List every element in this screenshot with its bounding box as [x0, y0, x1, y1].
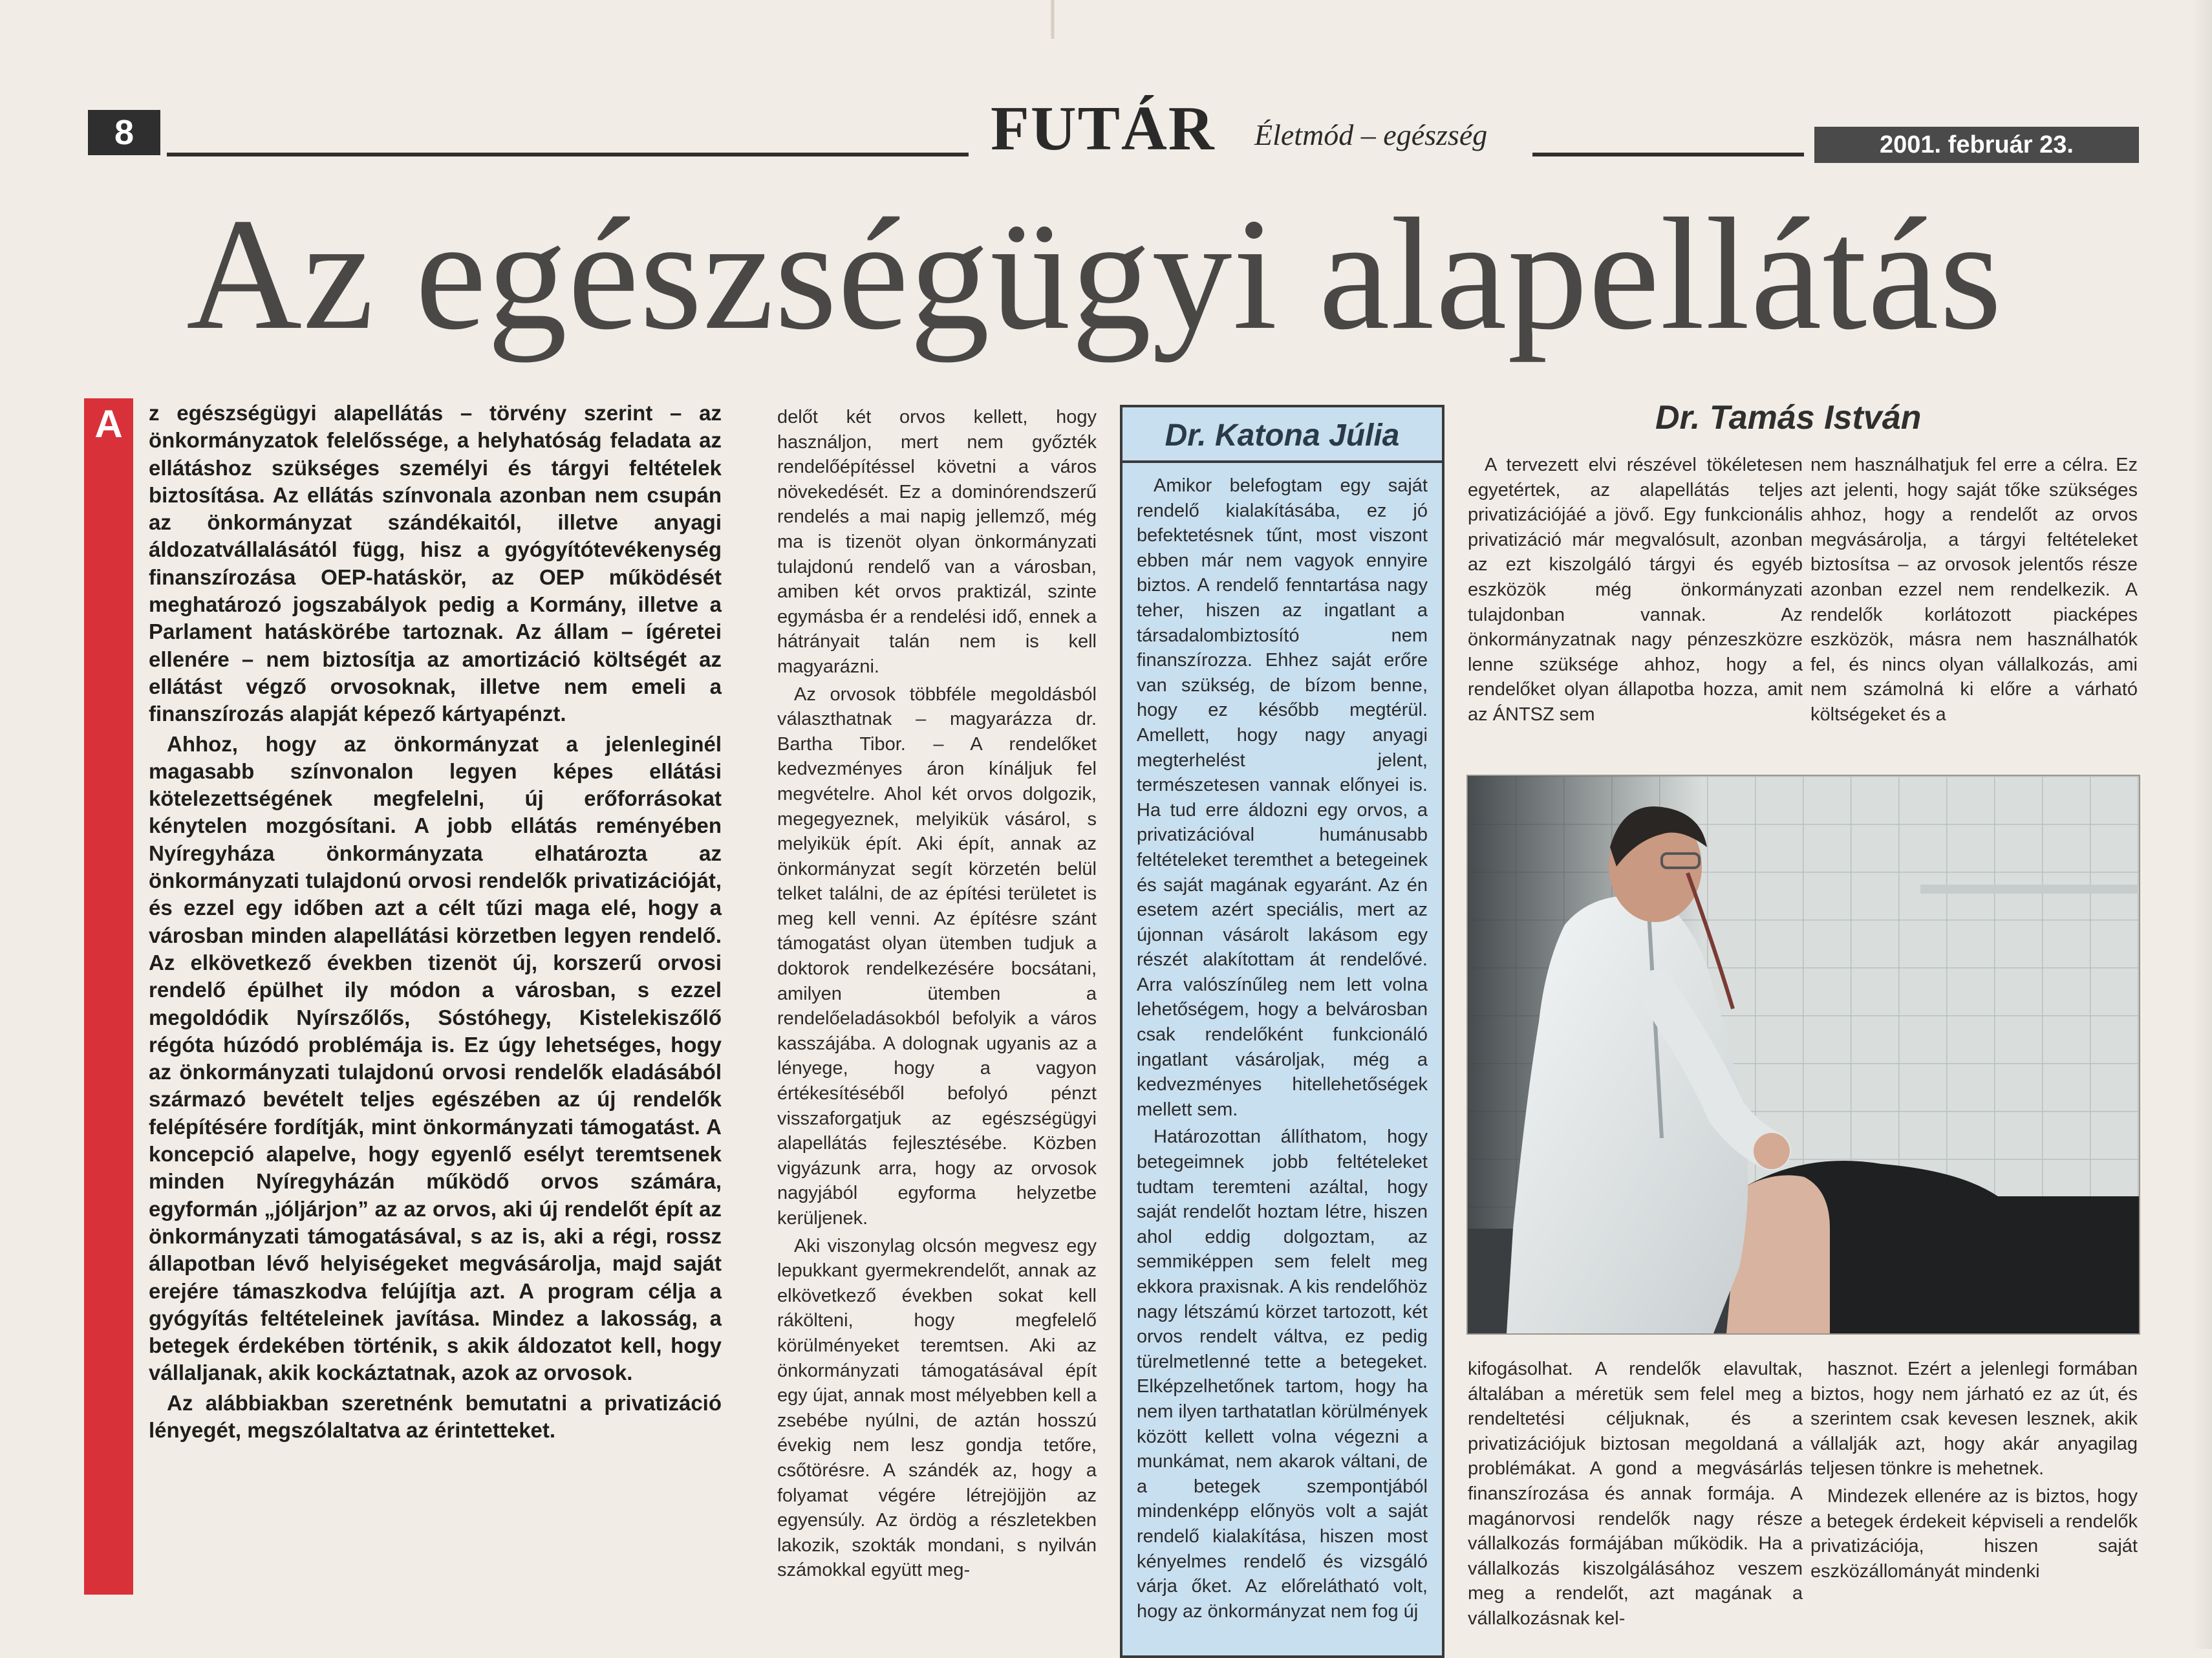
lead-column: [149, 400, 722, 1444]
interview-paragraph: Határozottan állíthatom, hogy betegeimnek jobb feltételeket tudtam teremteni azáltal, hogy saját rendelőt hoztam létre, hiszen ahol eddig dolgoztam, az semmiképpen sem felelt meg ekkora praxisnak. A kis rendelőhöz nagy létszámú körzet tartozott, két orvos rendelt váltva, ez pedig türelmetlenné tette a betegeket. Elképzelhetőnek tartom, hogy ha nem ilyen tarthatatlan körülmények között kellett volna végezni a munkámat, nem akarok váltani, de a betegek szempontjából mindenképp előnyös volt a saját rendelő kialakítása, hiszen most kényelmes rendelő és vizsgáló várja őket. Az előrelátható volt, hogy az önkormányzat nem fog új: [1137, 1126, 1428, 1622]
lead-paragraph: z egészségügyi alapellátás – törvény szerint – az önkormányzatok felelőssége, a helyhatóság feladata az ellátáshoz szükséges személyi és tárgyi feltételek biztosítása. Az ellátás színvonala azonban nem csupán az önkormányzat szándékaitól, illetve anyagi áldozatvállalásától függ, hisz a gyógyítótevékenység finanszírozása OEP-hatáskör, az OEP működését meghatározó jogszabályok pedig a Kormány, illetve a Parlament hatáskörébe tartoznak. Az állam – ígéretei ellenére – nem biztosítja az amortizáció költségét az ellátást végző orvosoknak, illetve nem emeli a finanszírozás alapját képező kártyapénzt.: [149, 401, 722, 726]
body-paragraph: kifogásolhat. A rendelők elavultak, általában a méretük sem felel meg a rendeltetési céljuknak, és a privatizációjuk biztosan megoldaná a problémákat. A gond a megvásárlás finanszírozása és annak formája. A magánorvosi rendelők nagy része vállalkozás formájában működik. Ha a vállalkozás kiszolgálásához veszem meg a rendelőt, azt magának a vállalkozásnak kel-: [1468, 1359, 1803, 1629]
second-author: Dr. Tamás István: [1655, 399, 1922, 436]
paper-fold: [1051, 0, 1055, 39]
body-column-2: [777, 405, 1097, 1583]
interview-paragraph: Amikor belefogtam egy saját rendelő kialakításába, ez jó befektetésnek tűnt, most viszont ebben már nem vagyok ennyire biztos. A rendelő fenntartása nagy teher, hiszen az ingatlant a társadalombiztosító nem finanszírozza. Ehhez saját erőre van szükség, de bízom benne, hogy ez később megtérül. Amellett, hogy nagy anyagi megterhelést jelent, természetesen vannak előnyei is. Ha tud erre áldozni egy orvos, a privatizációval humánusabb feltételeket teremthet a betegeinek és saját magának egyaránt. Az én esetem azért speciális, mert az újonnan vásárolt lakásom egy részét alakítottam át rendelővé. Arra valószínűleg nem lett volna lehetőségem, hogy a belvárosban csak rendelőként funkcionáló ingatlant vásároljak, még a kedvezményes hitellehetőségek mellett sem.: [1137, 475, 1428, 1120]
body-paragraph: hasznot. Ezért a jelenlegi formában biztos, hogy nem járható ez az út, és szerintem csak kevesen lesznek, akik vállalják azt, hogy akár anyagilag teljesen tönkre is mehetnek.: [1810, 1359, 2138, 1480]
header-rule-left: [167, 153, 969, 156]
interview-author: Dr. Katona Júlia: [1165, 418, 1400, 453]
right-column-1-bottom: [1468, 1357, 1803, 1631]
body-paragraph: nem használhatjuk fel erre a célra. Ez azt jelenti, hogy saját tőke szükséges ahhoz, hogy a rendelőt az orvos megvásárolja, a tárgyi feltételeket biztosítsa – az orvosok jelentős része azonban ezzel nem rendelkezik. A rendelők korlátozott piacképes eszközök, másra nem használhatók fel, és nincs olyan vállalkozás, ami nem számolná ki előre a várható költségeket és a: [1810, 455, 2138, 725]
doctor-examining-patient-photo: [1466, 775, 2140, 1335]
interview-text: [1122, 463, 1442, 1624]
page-number: 8: [88, 110, 160, 155]
body-paragraph: Mindezek ellenére az is biztos, hogy a betegek érdekeit képviseli a rendelők privatizációja, hiszen saját eszközállományát mindenki: [1810, 1485, 2138, 1582]
section-title: Életmód – egészség: [1254, 118, 1488, 151]
body-paragraph: delőt két orvos kellett, hogy használjon, mert nem győzték rendelőépítéssel követni a város növekedését. Ez a dominórendszerű rendelés a mai napig jellemző, még ma is tizenöt olyan önkormányzati tulajdonú rendelő van a városban, amiben két orvos praktizál, szinte egymásba ér a rendelési idő, ennek a hátrányait talán nem is kell magyarázni.: [777, 407, 1097, 677]
page-edge-shadow: [2193, 0, 2212, 1649]
body-paragraph: Aki viszonylag olcsón megvesz egy lepukkant gyermekrendelőt, annak az elkövetkező években sokat kell rákölteni, hogy megfelelő körülményeket teremtsen. Aki az önkormányzati támogatásával épít egy újat, annak most mélyebben kell a zsebébe nyúlni, de aztán hosszú évekig nem lesz gondja tetőre, csőtörésre. A szándék az, hogy a folyamat végére létrejöjjön az egyensúly. Az ördög a részletekben lakozik, szokták mondani, s nyilván számokkal együtt meg-: [777, 1235, 1097, 1581]
header-rule-right: [1532, 153, 1804, 156]
issue-date: 2001. február 23.: [1814, 127, 2139, 163]
body-paragraph: A tervezett elvi részével tökéletesen egyetértek, az alapellátás teljes privatizációjáé a jövő. Egy funkcionális privatizáció már megvalósult, azonban az ezt kiszolgáló tárgyi és egyéb eszközök még önkormányzati tulajdonban vannak. Az önkormányzatnak nagy pénzeszközre lenne szüksége ahhoz, hogy a rendelőket olyan állapotba hozza, amit az ÁNTSZ sem: [1468, 455, 1803, 725]
headline: Az egészségügyi alapellátás: [186, 185, 2003, 363]
right-column-2-top: [1810, 453, 2138, 727]
interview-box: [1120, 405, 1444, 1658]
lead-paragraph: Ahhoz, hogy az önkormányzat a jelenleginél magasabb színvonalon legyen képes ellátási kötelezettségének megfelelni, új erőforrásokat kénytelen mozgósítani. A jobb ellátás reményében Nyíregyháza önkormányzata elhatározta az önkormányzati tulajdonú orvosi rendelők privatizációját, és ezzel egy időben azt a célt tűzi maga elé, hogy a városban minden alapellátási körzetben legyen rendelő. Az elkövetkező években tizenöt új, korszerű orvosi rendelő épülhet ily módon a városban, s ezzel megoldódik Nyírszőlős, Sóstóhegy, Kistelekiszőlő régóta húzódó problémája is. Ez úgy lehetséges, hogy az önkormányzati tulajdonú orvosi rendelők eladásából származó bevételt teljes egészében az új rendelők felépítésére fordítják, mint önkormányzati támogatást. A koncepció alapelve, hogy egyenlő esélyt teremtsenek minden Nyíregyházán működő orvos számára, egyformán „jóljárjon” az az orvos, aki új rendelőt épít az önkormányzati támogatásával, s az is, aki a régi, rossz állapotban lévő helyiségeket megvásárolja, majd saját erejére támaszkodva felújítja azt. A program célja a gyógyítás feltételeinek javítása. Mindez a lakosság, a betegek érdekében történik, s akik áldozatot kell, hogy vállaljanak, akik kockáztatnak, azok az orvosok.: [149, 731, 722, 1385]
body-paragraph: Az orvosok többféle megoldásból választhatnak – magyarázza dr. Bartha Tibor. – A rendelőket kedvezményes áron kínáljuk fel megvételre. Ahol két orvos dolgozik, megegyeznek, melyikük vásárol, s melyikük épít. Aki épít, annak az önkormányzat segít körzetén belül telket találni, de az építési területet is meg kell venni. Az építésre szánt támogatást olyan ütemben tudjuk a doktorok rendelkezésére bocsátani, amilyen ütemben a rendelőeladásokból befolyik a város kasszájába. A dolognak ugyanis az a lényege, hogy a vagyon értékesítéséből befolyó pénzt visszaforgatjuk az egészségügyi alapellátás fejlesztésébe. Közben vigyázunk arra, hogy az orvosok nagyjából egyforma helyzetbe kerüljenek.: [777, 684, 1097, 1229]
right-column-2-bottom: [1810, 1357, 2138, 1584]
accent-bar: [84, 398, 133, 1595]
lead-paragraph: Az alábbiakban szeretnénk bemutatni a privatizáció lényegét, megszólaltatva az érintetteket.: [149, 1390, 722, 1442]
right-column-1-top: [1468, 453, 1803, 727]
newspaper-brand: FUTÁR: [991, 94, 1216, 164]
drop-initial: A: [94, 402, 123, 446]
